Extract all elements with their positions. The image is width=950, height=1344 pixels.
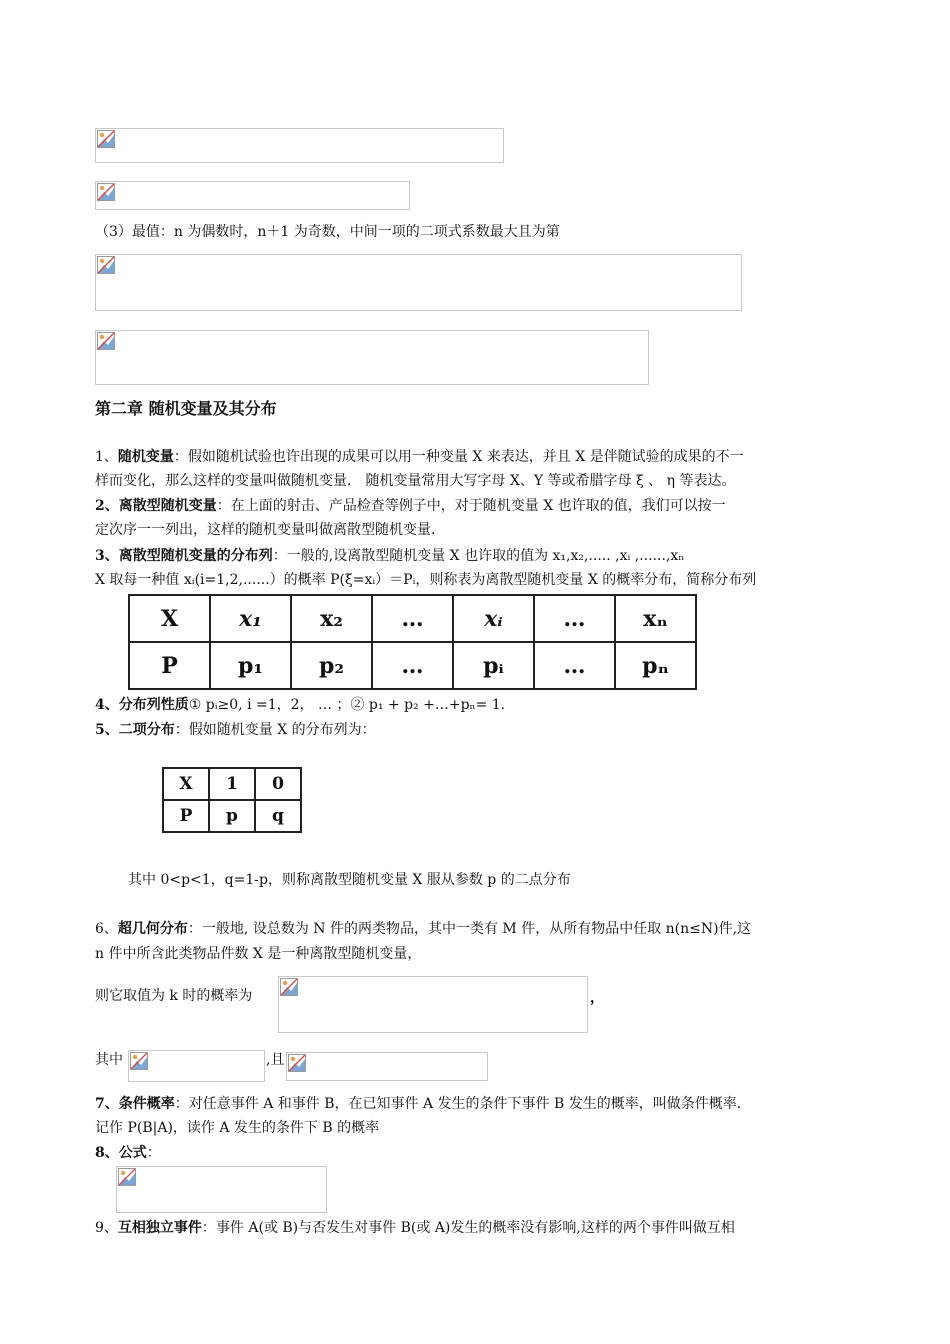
paragraph-1-line-2: 样而变化，那么这样的变量叫做随机变量． 随机变量常用大写字母 X、Y 等或希腊字母 ξ 、 η 等表达。 bbox=[95, 473, 736, 489]
p3-text-1: ：一般的,设离散型随机变量 X 也许取的值为 x₁,x₂,..... ,xᵢ ,......,xₙ bbox=[272, 548, 685, 564]
table-row bbox=[129, 595, 696, 642]
table-cell: pᵢ bbox=[453, 642, 534, 689]
table-cell: … bbox=[372, 595, 453, 642]
table-cell: … bbox=[534, 595, 615, 642]
table-cell: … bbox=[534, 642, 615, 689]
p5-term: 5、二项分布 bbox=[95, 722, 175, 738]
condition-formula-image bbox=[286, 1052, 488, 1081]
p3-term: 3、离散型随机变量的分布列 bbox=[95, 548, 273, 564]
p7-text: ：对任意事件 A 和事件 B，在已知事件 A 发生的条件下事件 B 发生的概率，叫做条件概率. bbox=[174, 1096, 742, 1112]
paragraph-3-line-1 bbox=[95, 546, 684, 566]
table-cell: q bbox=[255, 800, 301, 832]
broken-image-icon bbox=[130, 1052, 148, 1070]
p6-term: 超几何分布 bbox=[117, 921, 188, 937]
p9-term: 互相独立事件 bbox=[117, 1220, 202, 1236]
table-cell: p bbox=[209, 800, 255, 832]
hypergeometric-formula-image bbox=[278, 976, 588, 1033]
p5-text: ：假如随机变量 X 的分布列为： bbox=[174, 722, 376, 738]
table-cell: 0 bbox=[255, 768, 301, 800]
table-cell: P bbox=[129, 642, 210, 689]
where-formula-image bbox=[128, 1050, 265, 1082]
p4-term: 4、分布列性质 bbox=[95, 697, 189, 713]
chapter-title: 第二章 随机变量及其分布 bbox=[95, 399, 277, 418]
formula-comma: ， bbox=[590, 990, 604, 1006]
paragraph-9-line-1 bbox=[95, 1218, 735, 1238]
table-cell: … bbox=[372, 642, 453, 689]
table-cell: p₂ bbox=[291, 642, 372, 689]
p6-text: ：一般地, 设总数为 N 件的两类物品，其中一类有 M 件，从所有物品中任取 n(n≤N)件,这 bbox=[187, 921, 752, 937]
formula-image-2 bbox=[95, 181, 410, 210]
distribution-table bbox=[128, 594, 697, 690]
table-cell: X bbox=[163, 768, 209, 800]
formula-image-3 bbox=[95, 254, 742, 311]
paragraph-8 bbox=[95, 1143, 161, 1163]
conditional-probability-formula-image bbox=[116, 1166, 327, 1213]
table-cell: xᵢ bbox=[453, 595, 534, 642]
paragraph-6-line-1 bbox=[95, 919, 751, 939]
two-point-table bbox=[162, 767, 302, 833]
p8-colon: ： bbox=[146, 1145, 161, 1161]
p4-text: ① pᵢ≥0, i =1，2， … ；② p₁ + p₂ +…+pₙ= 1． bbox=[188, 697, 515, 713]
table-cell: X bbox=[129, 595, 210, 642]
p1-text: ：假如随机试验也许出现的成果可以用一种变量 X 来表达，并且 X 是伴随试验的成果的不一 bbox=[173, 449, 744, 465]
broken-image-icon bbox=[97, 130, 115, 148]
p2-text: ：在上面的射击、产品检查等例子中，对于随机变量 X 也许取的值，我们可以按一 bbox=[216, 498, 726, 514]
table-row bbox=[163, 800, 301, 832]
broken-image-icon bbox=[118, 1168, 136, 1186]
p1-term: 随机变量 bbox=[117, 449, 174, 465]
p9-text: ：事件 A(或 B)与否发生对事件 B(或 A)发生的概率没有影响,这样的两个事件叫做互相 bbox=[201, 1220, 735, 1236]
max-value-text: （3）最值：n 为偶数时，n＋1 为奇数，中间一项的二项式系数最大且为第 bbox=[95, 224, 560, 240]
table-cell: pₙ bbox=[615, 642, 696, 689]
p9-number: 9、 bbox=[95, 1220, 118, 1236]
table-cell: xₙ bbox=[615, 595, 696, 642]
broken-image-icon bbox=[97, 183, 115, 201]
table-cell: 1 bbox=[209, 768, 255, 800]
paragraph-3-line-2: X 取每一种值 xᵢ(i=1,2,......）的概率 P(ξ=xᵢ）＝Pᵢ，则称表为离散型随机变量 X 的概率分布，简称分布列 bbox=[95, 572, 757, 588]
p1-number: 1、 bbox=[95, 449, 118, 465]
paragraph-5 bbox=[95, 720, 376, 740]
formula-image-1 bbox=[95, 128, 504, 163]
paragraph-2-line-2: 定次序一一列出，这样的随机变量叫做离散型随机变量. bbox=[95, 522, 436, 538]
paragraph-6-line-2: n 件中所含此类物品件数 X 是一种离散型随机变量， bbox=[95, 946, 422, 962]
table-cell: x₂ bbox=[291, 595, 372, 642]
table-row bbox=[163, 768, 301, 800]
two-point-note: 其中 0<p<1，q=1-p，则称离散型随机变量 X 服从参数 p 的二点分布 bbox=[128, 872, 571, 888]
p2-term: 2、离散型随机变量 bbox=[95, 498, 217, 514]
probability-prefix: 则它取值为 k 时的概率为 bbox=[95, 988, 253, 1004]
p7-term: 7、条件概率 bbox=[95, 1096, 175, 1112]
and-text: ,且 bbox=[266, 1052, 285, 1068]
p8-term: 8、公式 bbox=[95, 1145, 147, 1161]
where-prefix: 其中 bbox=[95, 1052, 123, 1068]
table-cell: p₁ bbox=[210, 642, 291, 689]
paragraph-7-line-1 bbox=[95, 1094, 741, 1114]
paragraph-1-line-1 bbox=[95, 447, 744, 467]
broken-image-icon bbox=[288, 1054, 306, 1072]
table-row bbox=[129, 642, 696, 689]
table-cell: P bbox=[163, 800, 209, 832]
paragraph-7-line-2: 记作 P(B|A)，读作 A 发生的条件下 B 的概率 bbox=[95, 1120, 380, 1136]
broken-image-icon bbox=[97, 256, 115, 274]
p6-number: 6、 bbox=[95, 921, 118, 937]
broken-image-icon bbox=[280, 978, 298, 996]
formula-image-4 bbox=[95, 330, 649, 385]
table-cell: x₁ bbox=[210, 595, 291, 642]
broken-image-icon bbox=[97, 332, 115, 350]
paragraph-4 bbox=[95, 695, 515, 715]
paragraph-2-line-1 bbox=[95, 496, 726, 516]
